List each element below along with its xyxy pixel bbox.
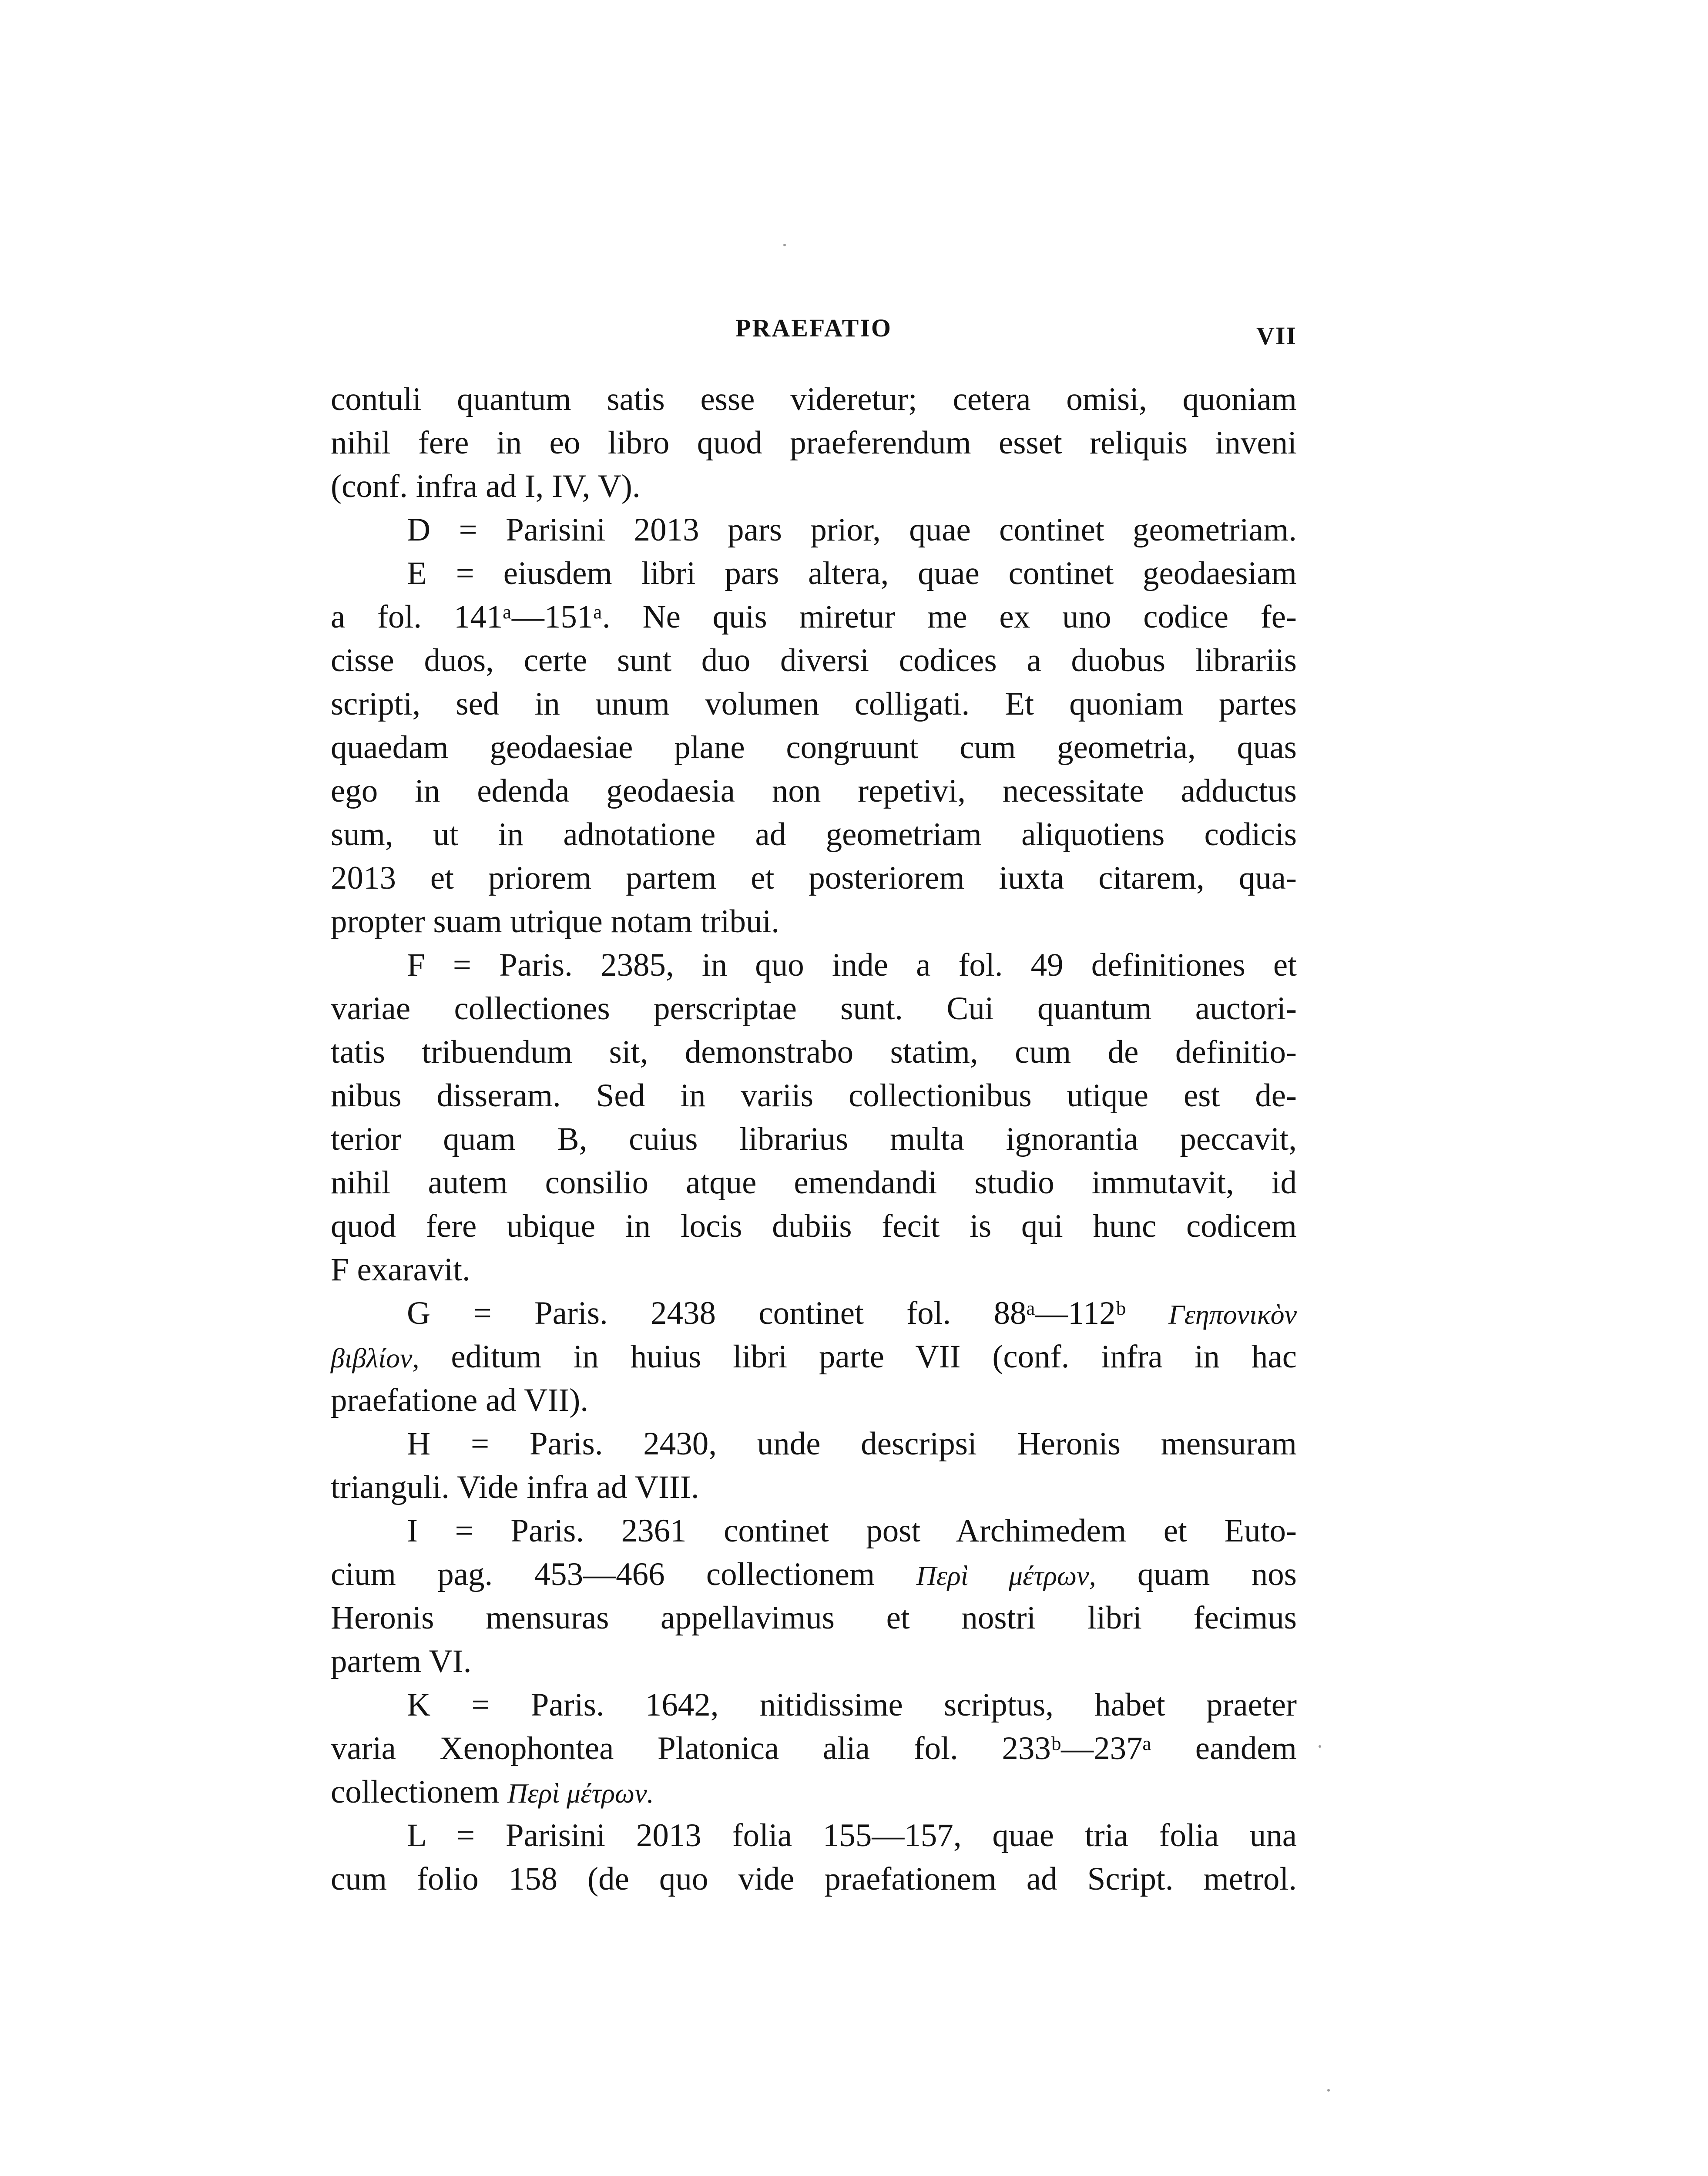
text-line: L = Parisini 2013 folia 155—157, quae tria folia una xyxy=(407,1817,1297,1854)
page-title: PRAEFATIO xyxy=(735,314,892,342)
text-line: tatis tribuendum sit, demonstrabo statim, cum de definitio- xyxy=(331,1034,1297,1070)
text-line: partem VI. xyxy=(331,1643,472,1679)
text-line: K = Paris. 1642, nitidissime scriptus, habet praeter xyxy=(407,1687,1297,1723)
text-line: cisse duos, certe sunt duo diversi codices a duobus librariis xyxy=(331,642,1297,678)
text-line: contuli quantum satis esse videretur; cetera omisi, quoniam xyxy=(331,381,1297,417)
text-line: I = Paris. 2361 continet post Archimedem et Euto- xyxy=(407,1513,1297,1549)
text-line: variae collectiones perscriptae sunt. Cui quantum auctori- xyxy=(331,991,1297,1027)
text-line: varia Xenophontea Platonica alia fol. 233ᵇ—237ᵃ eandem xyxy=(331,1730,1297,1766)
running-header xyxy=(331,313,1297,366)
line-text: cium pag. 453—466 collectionem xyxy=(331,1556,916,1592)
text-line: 2013 et priorem partem et posteriorem iuxta citarem, qua- xyxy=(331,860,1297,896)
text-line: propter suam utrique notam tribui. xyxy=(331,903,780,940)
greek-text: Γεηπονικὸν xyxy=(1168,1299,1297,1330)
greek-text: βιβλίον, xyxy=(331,1343,419,1373)
paper-speck xyxy=(1319,1745,1321,1748)
text-line: quaedam geodaesiae plane congruunt cum geometria, quas xyxy=(331,729,1297,766)
text-line: nihil autem consilio atque emendandi studio immutavit, id xyxy=(331,1165,1297,1201)
text-line xyxy=(331,1292,1297,1335)
text-line: F = Paris. 2385, in quo inde a fol. 49 definitiones et xyxy=(407,947,1297,983)
text-line: scripti, sed in unum volumen colligati. Et quoniam partes xyxy=(331,686,1297,722)
text-line: (conf. infra ad I, IV, V). xyxy=(331,468,641,504)
text-line: F exaravit. xyxy=(331,1252,470,1288)
text-line xyxy=(331,1553,1297,1596)
text-line: sum, ut in adnotatione ad geometriam aliquotiens codicis xyxy=(331,816,1297,853)
text-line: praefatione ad VII). xyxy=(331,1382,589,1418)
line-text: collectionem xyxy=(331,1774,508,1810)
text-line: a fol. 141ᵃ—151ᵃ. Ne quis miretur me ex uno codice fe- xyxy=(331,599,1297,635)
paper-speck xyxy=(783,244,786,246)
page-number: VII xyxy=(1256,322,1297,350)
line-text: quam nos xyxy=(1096,1556,1297,1592)
greek-text: Περὶ μέτρων, xyxy=(916,1560,1096,1591)
text-line: D = Parisini 2013 pars prior, quae continet geometriam. xyxy=(407,512,1297,548)
text-line: E = eiusdem libri pars altera, quae continet geodaesiam xyxy=(407,555,1297,591)
line-text: editum in huius libri parte VII (conf. infra in hac xyxy=(419,1339,1297,1375)
greek-text: Περὶ μέτρων. xyxy=(507,1778,654,1809)
text-line: ego in edenda geodaesia non repetivi, necessitate adductus xyxy=(331,773,1297,809)
text-line: nibus disseram. Sed in variis collectionibus utique est de- xyxy=(331,1078,1297,1114)
text-line: H = Paris. 2430, unde descripsi Heronis mensuram xyxy=(407,1426,1297,1462)
text-line: nihil fere in eo libro quod praeferendum esset reliquis inveni xyxy=(331,425,1297,461)
text-line: quod fere ubique in locis dubiis fecit is qui hunc codicem xyxy=(331,1208,1297,1244)
text-line: cum folio 158 (de quo vide praefationem ad Script. metrol. xyxy=(331,1861,1297,1897)
paper-speck xyxy=(1327,2089,1330,2092)
text-line: terior quam B, cuius librarius multa ignorantia peccavit, xyxy=(331,1121,1297,1157)
text-line xyxy=(331,1335,1297,1379)
text-line xyxy=(331,1770,1297,1814)
line-text: G = Paris. 2438 continet fol. 88ᵃ—112ᵇ xyxy=(407,1295,1169,1331)
text-line: Heronis mensuras appellavimus et nostri libri fecimus xyxy=(331,1600,1297,1636)
text-line: trianguli. Vide infra ad VIII. xyxy=(331,1469,699,1505)
body-text xyxy=(331,378,1297,1901)
